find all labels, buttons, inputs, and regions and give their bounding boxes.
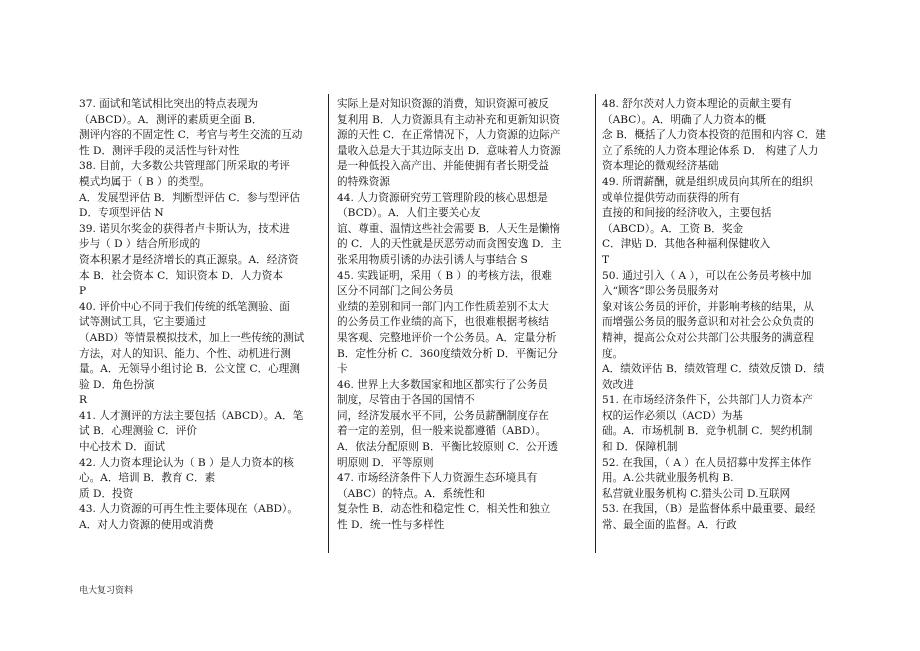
text-line: 果客观、完整地评价一个公务员。A．定量分析	[337, 331, 557, 344]
text-line: 是一种低投入高产出、并能使拥有者长期受益	[337, 160, 549, 173]
text-line: 入“顾客”即公务员服务对	[602, 285, 719, 298]
text-line: 制度，尽管由于各国的国情不	[337, 394, 475, 407]
text-line: 效改进	[602, 378, 634, 391]
text-line: 立了系统的人力资本理论体系 D． 构建了人力	[602, 144, 819, 157]
text-line: 53. 在我国，（B）是监督体系中最重要、最经	[602, 503, 816, 516]
text-line: 43. 人力资源的可再生性主要体现在（ABD）。	[79, 503, 298, 516]
text-line: 51. 在市场经济条件下，公共部门人力资本产	[602, 394, 813, 407]
text-line: 础。A．市场机制 B．竞争机制 C．契约机制	[602, 425, 813, 438]
text-line: 44. 人力资源研究劳工管理阶段的核心思想是	[337, 191, 548, 204]
text-line: 42. 人力资本理论认为（ B ）是人力资本的核	[79, 456, 294, 469]
text-line: 用。A.公共就业服务机构 B.	[602, 472, 734, 485]
text-line: 心。A．培训 B．教育 C．素	[79, 472, 216, 485]
text-line: （ABC）。A．明确了人力资本的概	[602, 113, 766, 126]
text-line: 的特殊资源	[337, 175, 390, 188]
text-line: 谊、尊重、温情这些社会需要 B．人天生是懒惰	[337, 222, 561, 235]
text-line: （ABCD）。A．测评的素质更全面 B．	[79, 113, 263, 126]
text-line: 本 B．社会资本 C．知识资本 D．人力资本	[79, 269, 283, 282]
text-line: 41. 人才测评的方法主要包括（ABCD）。A．笔	[79, 409, 304, 422]
text-line: 步与（ D ）结合所形成的	[79, 238, 201, 251]
text-line: 模式均属于（ B ）的类型。	[79, 175, 211, 188]
text-line: 同，经济发展水平不同，公务员薪酬制度存在	[337, 409, 549, 422]
text-line: 度。	[602, 347, 624, 360]
text-line: 明原则 D．平等原则	[337, 456, 434, 469]
text-line: 量收入总是大于其边际支出 D．意味着人力资源	[337, 144, 561, 157]
text-line: P	[79, 285, 87, 298]
text-line: 区分不同部门之间公务员	[337, 285, 454, 298]
text-line: 量。A．无领导小组讨论 B．公文筐 C．心理测	[79, 363, 300, 376]
text-line: A．发展型评估 B．判断型评估 C．参与型评估	[79, 191, 300, 204]
text-line: 和 D．保障机制	[602, 441, 678, 454]
page-footer: 电大复习资料	[79, 586, 134, 596]
text-line: 52. 在我国，（ A ）在人员招募中发挥主体作	[602, 456, 812, 469]
text-line: 39. 诺贝尔奖金的获得者卢卡斯认为，技术进	[79, 222, 290, 235]
text-line: （ABCD）。A．工资 B．奖金	[602, 222, 744, 235]
text-line: （ABC）的特点。A．系统性和	[337, 487, 485, 500]
text-line: C．津贴 D．其他各种福利保健收入	[602, 238, 771, 251]
text-line: 象对该公务员的评价，并影响考核的结果，从	[602, 300, 814, 313]
text-column-left	[79, 97, 319, 534]
text-line: R	[79, 394, 87, 407]
text-line: 性 D．测评手段的灵活性与针对性	[79, 144, 240, 157]
text-line: 试等测试工具，它主要通过	[79, 316, 207, 329]
text-line: 46. 世界上大多数国家和地区都实行了公务员	[337, 378, 548, 391]
text-line: 资本理论的微观经济基础	[602, 160, 719, 173]
text-line: 中心技术 D．面试	[79, 441, 166, 454]
text-line: 的 C．人的天性就是厌恶劳动而贪图安逸 D．主	[337, 238, 562, 251]
text-line: 性 D．统一性与多样性	[337, 519, 445, 532]
text-line: 业绩的差别和同一部门内工作性质差别不太大	[337, 300, 549, 313]
text-line: 张采用物质引诱的办法引诱人与事结合 S	[337, 253, 528, 266]
text-line: 念 B．概括了人力资本投资的范围和内容 C．建	[602, 129, 826, 142]
column-divider	[328, 94, 329, 553]
text-line: 卡	[337, 363, 348, 376]
text-line: 复利用 B．人力资源具有主动补充和更新知识资	[337, 113, 561, 126]
text-line: 源的天性 C．在正常情况下，人力资源的边际产	[337, 129, 561, 142]
text-line: 49. 所谓薪酬，就是组织成员向其所在的组织	[602, 175, 813, 188]
column-divider	[595, 94, 596, 553]
text-line: D．专项型评估 N	[79, 207, 164, 220]
text-line: 权的运作必须以（ACD）为基	[602, 409, 743, 422]
text-line: 48. 舒尔茨对人力资本理论的贡献主要有	[602, 98, 792, 110]
text-line: 试 B．心理测验 C．评价	[79, 425, 197, 438]
text-line: 40. 评价中心不同于我们传统的纸笔测验、面	[79, 300, 290, 313]
text-line: 直接的和间接的经济收入，主要包括	[602, 207, 772, 220]
text-line: 45. 实践证明，采用（ B ）的考核方法，很难	[337, 269, 552, 282]
text-line: 精神，提高公众对公共部门公共服务的满意程	[602, 331, 814, 344]
text-line: 着一定的差别，但一般来说都遵循（ABD）。	[337, 425, 547, 438]
text-line: 50. 通过引入（ A ），可以在公务员考核中加	[602, 269, 812, 282]
text-line: 资本积累才是经济增长的真正源泉。A．经济资	[79, 253, 299, 266]
text-line: 而增强公务员的服务意识和对社会公众负责的	[602, 316, 814, 329]
text-line: 的公务员工作业绩的高下，也很难根据考核结	[337, 316, 549, 329]
text-line: A．依法分配原则 B．平衡比较原则 C．公开透	[337, 441, 558, 454]
text-line: 38. 目前，大多数公共管理部门所采取的考评	[79, 160, 290, 173]
text-line: 37. 面试和笔试相比突出的特点表现为	[79, 98, 259, 110]
text-column-right	[602, 97, 846, 534]
text-line: 方法，对人的知识、能力、个性、动机进行测	[79, 347, 291, 360]
text-line: 常、最全面的监督。A．行政	[602, 519, 737, 532]
text-line: 私营就业服务机构 C.猎头公司 D.互联网	[602, 487, 791, 500]
text-line: 47. 市场经济条件下人力资源生态环境具有	[337, 472, 538, 485]
text-line: A．绩效评估 B．绩效管理 C．绩效反馈 D．绩	[602, 363, 825, 376]
text-line: 测评内容的不固定性 C．考官与考生交流的互动	[79, 129, 303, 142]
text-line: （BCD）。A．人们主要关心友	[337, 207, 481, 220]
text-line: 验 D．角色扮演	[79, 378, 155, 391]
text-line: B．定性分析 C．360度绩效分析 D．平衡记分	[337, 347, 558, 360]
text-line: 实际上是对知识资源的消费，知识资源可被反	[337, 98, 549, 110]
text-line: T	[602, 253, 610, 266]
text-line: 质 D．投资	[79, 487, 134, 500]
text-line: 或单位提供劳动而获得的所有	[602, 191, 740, 204]
text-line: A．对人力资源的使用或消费	[79, 519, 214, 532]
text-column-middle	[337, 97, 581, 534]
text-line: （ABD）等情景模拟技术，加上一些传统的测试	[79, 331, 305, 344]
text-line: 复杂性 B．动态性和稳定性 C．相关性和独立	[337, 503, 551, 516]
